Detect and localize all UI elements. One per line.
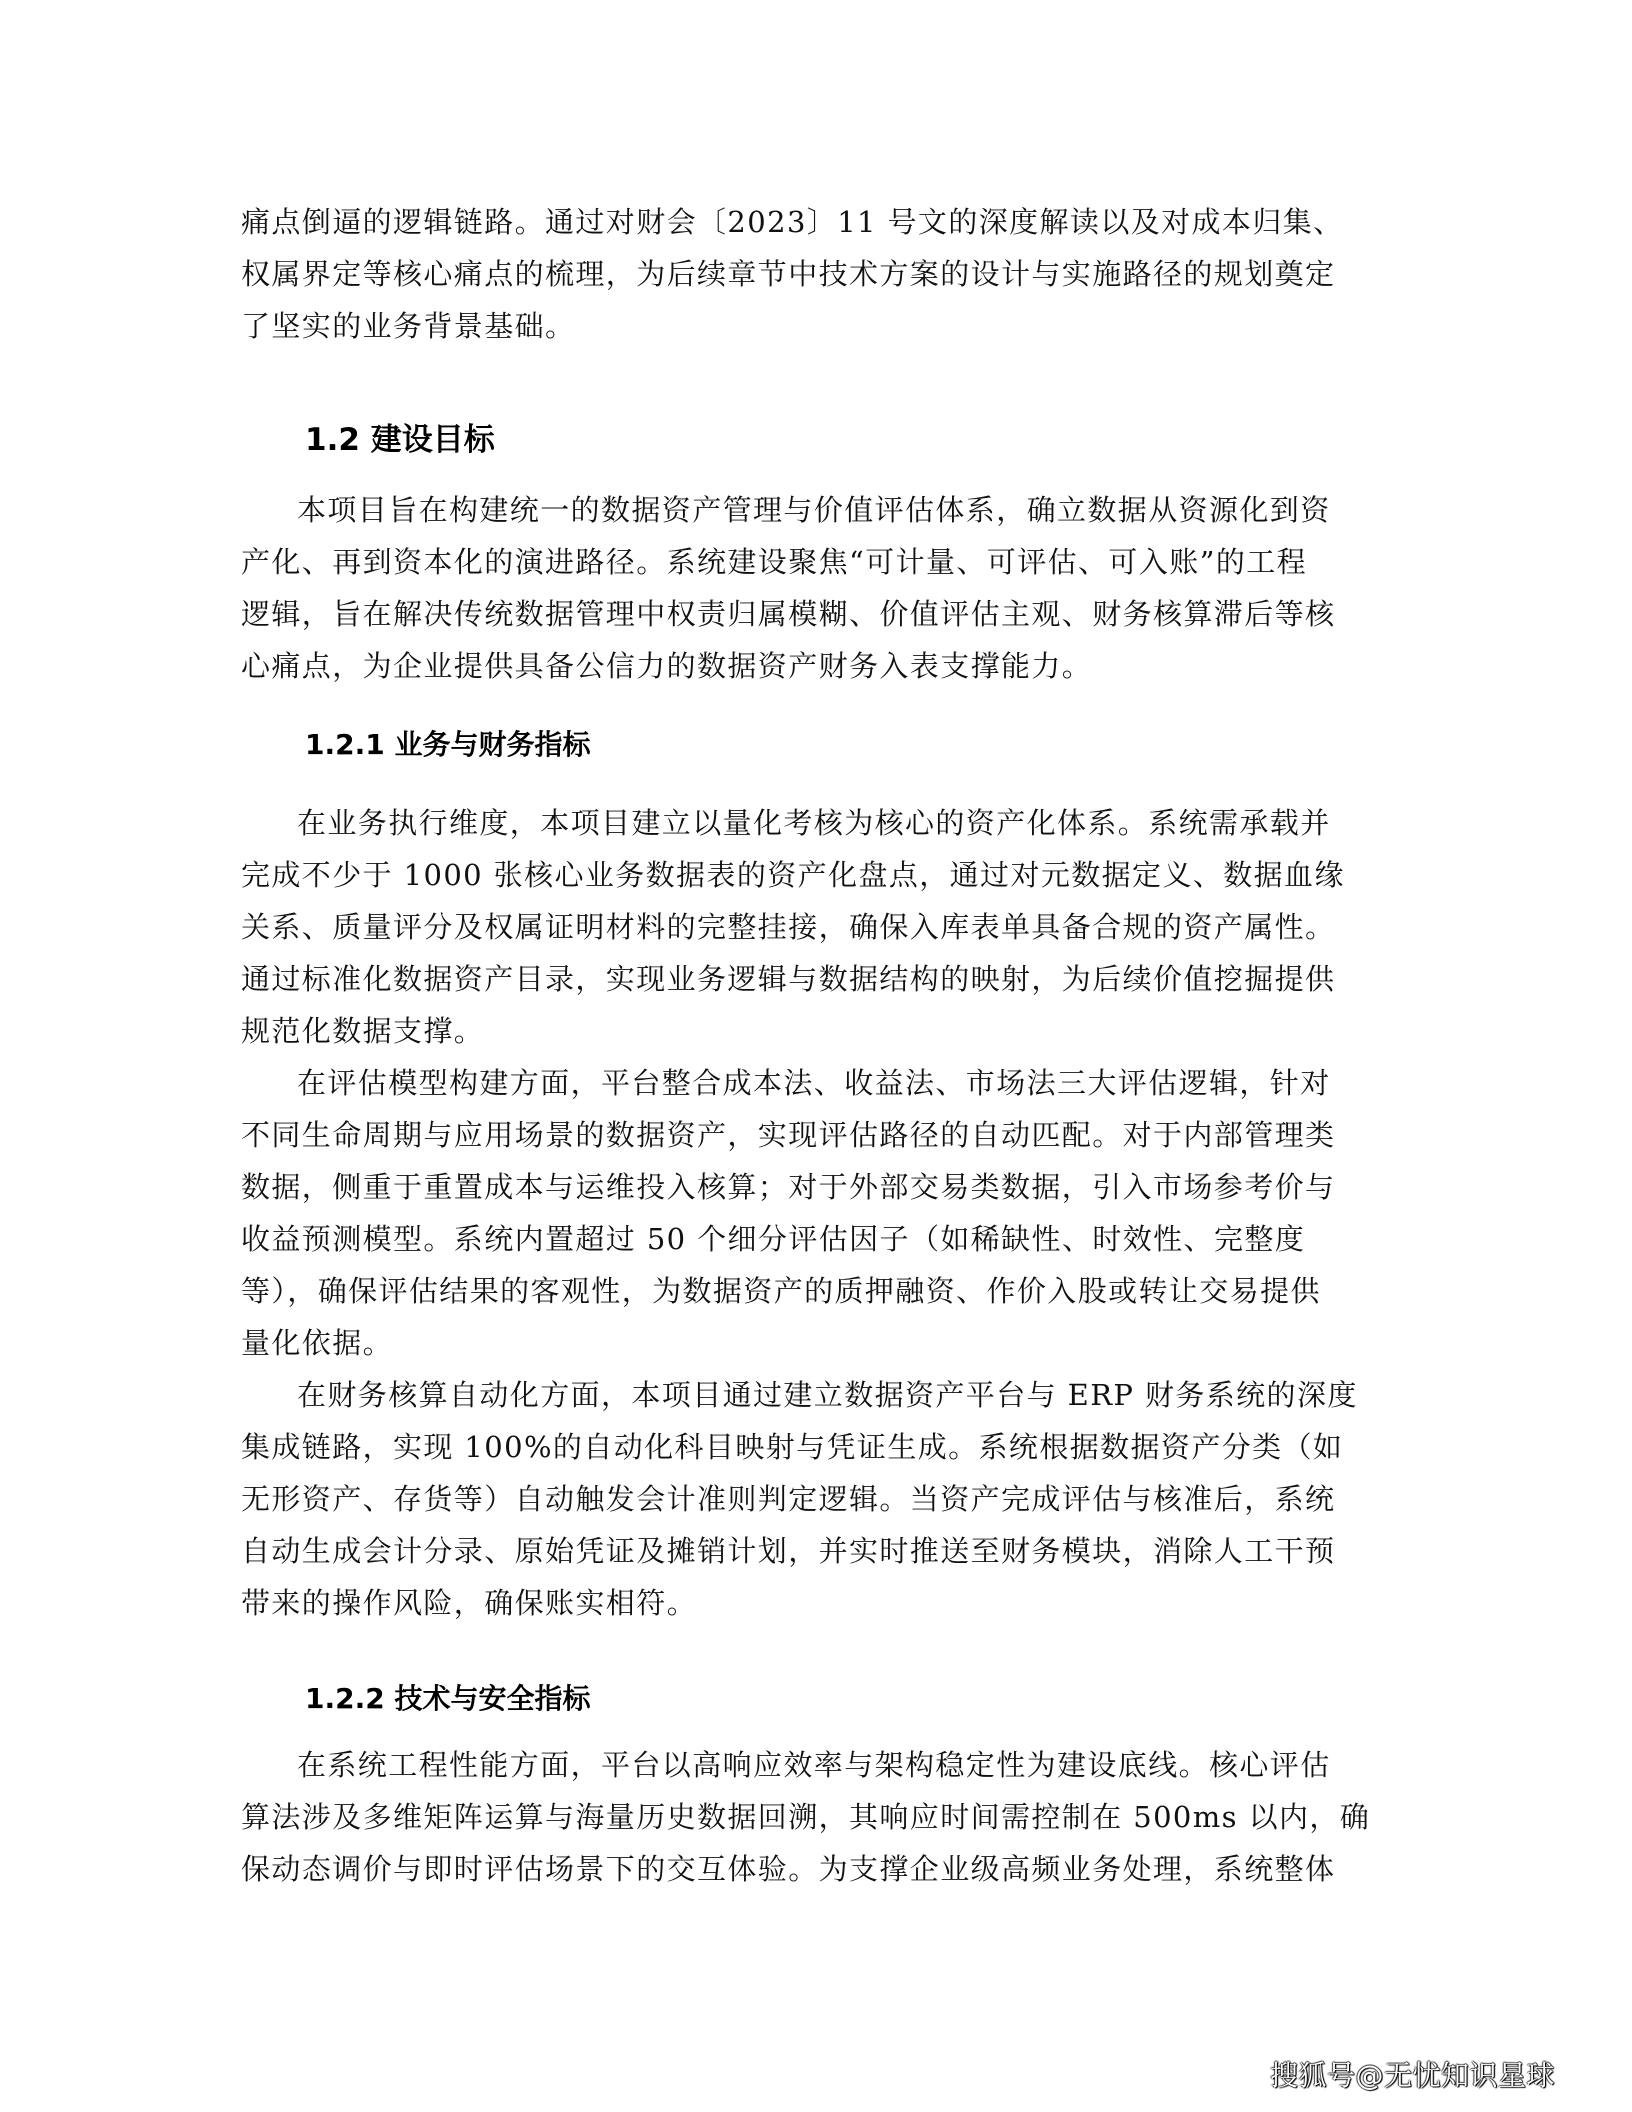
section-heading-1-2-1: 1.2.1 业务与财务指标	[305, 728, 591, 761]
text-line: 在系统工程性能方面，平台以高响应效率与架构稳定性为建设底线。核心评估	[297, 1748, 1331, 1782]
text-line: 在评估模型构建方面，平台整合成本法、收益法、市场法三大评估逻辑，针对	[297, 1066, 1331, 1100]
text-line: 通过标准化数据资产目录，实现业务逻辑与数据结构的映射，为后续价值挖掘提供	[241, 962, 1336, 996]
text-line: 权属界定等核心痛点的梳理，为后续章节中技术方案的设计与实施路径的规划奠定	[241, 257, 1336, 291]
text-line: 数据，侧重于重置成本与运维投入核算；对于外部交易类数据，引入市场参考价与	[241, 1170, 1336, 1204]
text-line: 在业务执行维度，本项目建立以量化考核为核心的资产化体系。系统需承载并	[297, 806, 1331, 840]
text-line: 本项目旨在构建统一的数据资产管理与价值评估体系，确立数据从资源化到资	[297, 493, 1331, 527]
text-line: 了坚实的业务背景基础。	[241, 309, 576, 343]
text-line: 带来的操作风险，确保账实相符。	[241, 1586, 698, 1620]
text-line: 集成链路，实现 100%的自动化科目映射与凭证生成。系统根据数据资产分类（如	[241, 1430, 1344, 1464]
text-line: 关系、质量评分及权属证明材料的完整挂接，确保入库表单具备合规的资产属性。	[241, 910, 1336, 944]
text-line: 心痛点，为企业提供具备公信力的数据资产财务入表支撑能力。	[241, 649, 1093, 683]
text-line: 自动生成会计分录、原始凭证及摊销计划，并实时推送至财务模块，消除人工干预	[241, 1534, 1336, 1568]
text-line: 无形资产、存货等）自动触发会计准则判定逻辑。当资产完成评估与核准后，系统	[241, 1482, 1336, 1516]
text-line: 不同生命周期与应用场景的数据资产，实现评估路径的自动匹配。对于内部管理类	[241, 1118, 1336, 1152]
section-heading-1-2: 1.2 建设目标	[305, 422, 495, 458]
text-line: 完成不少于 1000 张核心业务数据表的资产化盘点，通过对元数据定义、数据血缘	[241, 858, 1345, 892]
section-heading-1-2-2: 1.2.2 技术与安全指标	[305, 1682, 591, 1715]
text-line: 量化依据。	[241, 1326, 394, 1360]
text-line: 在财务核算自动化方面，本项目通过建立数据资产平台与 ERP 财务系统的深度	[297, 1378, 1358, 1412]
text-line: 等），确保评估结果的客观性，为数据资产的质押融资、作价入股或转让交易提供	[241, 1274, 1321, 1308]
watermark-text: 搜狐号@无忧知识星球	[1270, 2059, 1556, 2092]
text-line: 算法涉及多维矩阵运算与海量历史数据回溯，其响应时间需控制在 500ms 以内，确	[241, 1800, 1371, 1834]
text-line: 痛点倒逼的逻辑链路。通过对财会〔2023〕11 号文的深度解读以及对成本归集、	[241, 205, 1344, 239]
text-line: 收益预测模型。系统内置超过 50 个细分评估因子（如稀缺性、时效性、完整度	[241, 1222, 1306, 1256]
text-line: 保动态调价与即时评估场景下的交互体验。为支撑企业级高频业务处理，系统整体	[241, 1852, 1336, 1886]
text-line: 逻辑，旨在解决传统数据管理中权责归属模糊、价值评估主观、财务核算滞后等核	[241, 597, 1336, 631]
text-line: 产化、再到资本化的演进路径。系统建设聚焦“可计量、可评估、可入账”的工程	[241, 545, 1308, 579]
text-line: 规范化数据支撑。	[241, 1014, 485, 1048]
